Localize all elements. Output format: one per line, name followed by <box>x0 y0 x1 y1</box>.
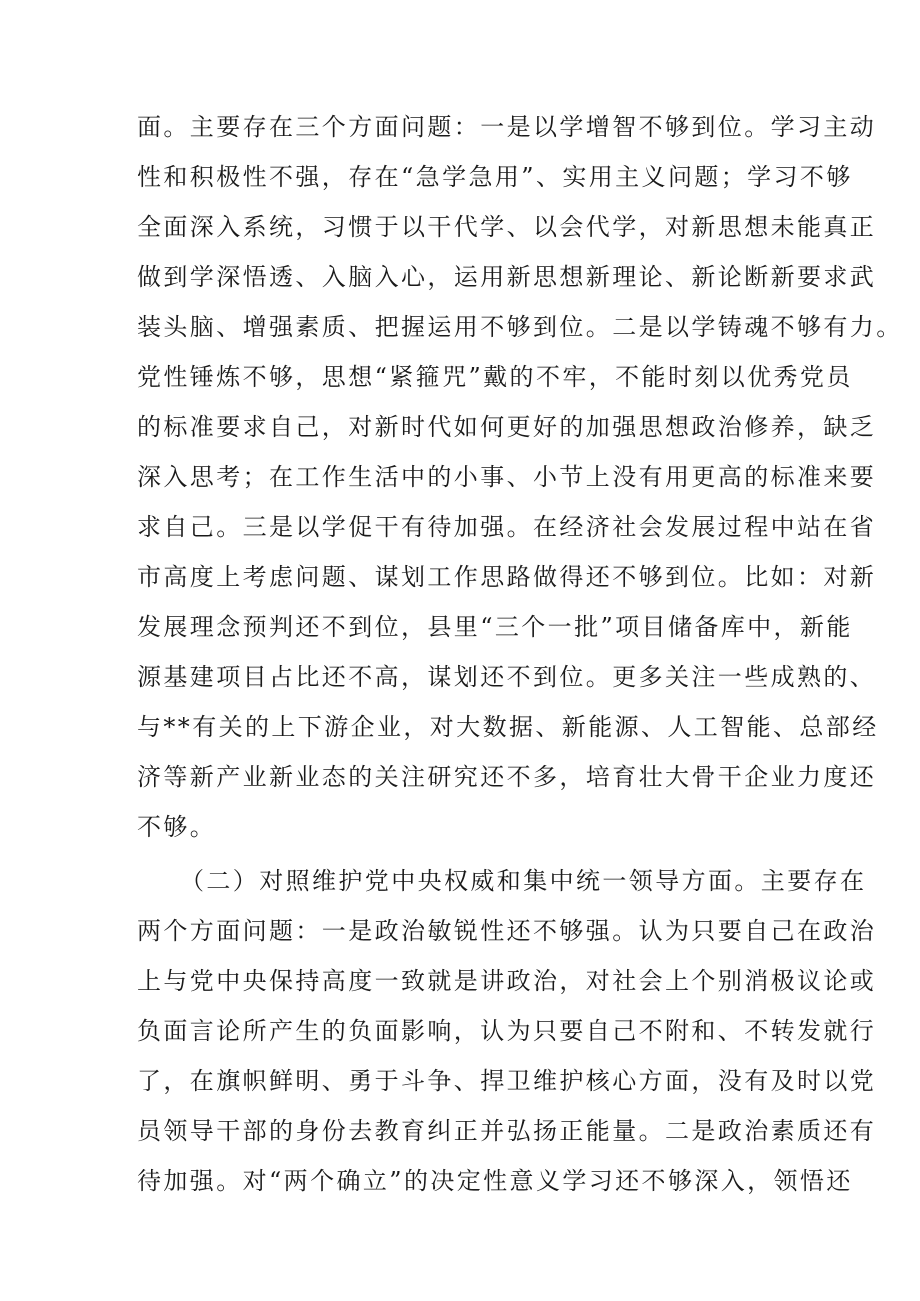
paragraph-line: 负面言论所产生的负面影响，认为只要自己不附和、不转发就行 <box>137 1017 877 1045</box>
paragraph-line: 了，在旗帜鲜明、勇于斗争、捍卫维护核心方面，没有及时以党 <box>137 1067 877 1095</box>
paragraph-line: 的标准要求自己，对新时代如何更好的加强思想政治修养，缺乏 <box>137 413 877 441</box>
paragraph-line: 员领导干部的身份去教育纠正并弘扬正能量。二是政治素质还有 <box>137 1117 877 1145</box>
paragraph-line: 济等新产业新业态的关注研究还不多，培育壮大骨干企业力度还 <box>137 763 877 791</box>
paragraph-line: 做到学深悟透、入脑入心，运用新思想新理论、新论断新要求武 <box>137 263 877 291</box>
paragraph-line: 面。主要存在三个方面问题：一是以学增智不够到位。学习主动 <box>137 113 877 141</box>
paragraph-line: 源基建项目占比还不高，谋划还不到位。更多关注一些成熟的、 <box>137 663 877 691</box>
paragraph-line: 不够。 <box>137 813 217 841</box>
paragraph-line: 待加强。对“两个确立”的决定性意义学习还不够深入，领悟还 <box>137 1167 853 1195</box>
paragraph-line: 党性锤炼不够，思想“紧箍咒”戴的不牢，不能时刻以优秀党员 <box>137 363 853 391</box>
paragraph-line: 发展理念预判还不到位，县里“三个一批”项目储备库中，新能 <box>137 613 853 641</box>
paragraph-line: 性和积极性不强，存在“急学急用”、实用主义问题；学习不够 <box>137 163 853 191</box>
paragraph-line: 深入思考；在工作生活中的小事、小节上没有用更高的标准来要 <box>137 463 877 491</box>
paragraph-line: 全面深入系统，习惯于以干代学、以会代学，对新思想未能真正 <box>137 213 877 241</box>
paragraph-line: 市高度上考虑问题、谋划工作思路做得还不够到位。比如：对新 <box>137 563 877 591</box>
section-heading-line: （二）对照维护党中央权威和集中统一领导方面。主要存在 <box>180 867 867 895</box>
paragraph-line: 与**有关的上下游企业，对大数据、新能源、人工智能、总部经 <box>137 713 879 741</box>
paragraph-line: 上与党中央保持高度一致就是讲政治，对社会上个别消极议论或 <box>137 967 877 995</box>
paragraph-line: 求自己。三是以学促干有待加强。在经济社会发展过程中站在省 <box>137 513 877 541</box>
paragraph-line: 两个方面问题：一是政治敏锐性还不够强。认为只要自己在政治 <box>137 917 877 945</box>
paragraph-line: 装头脑、增强素质、把握运用不够到位。二是以学铸魂不够有力。 <box>137 313 903 341</box>
